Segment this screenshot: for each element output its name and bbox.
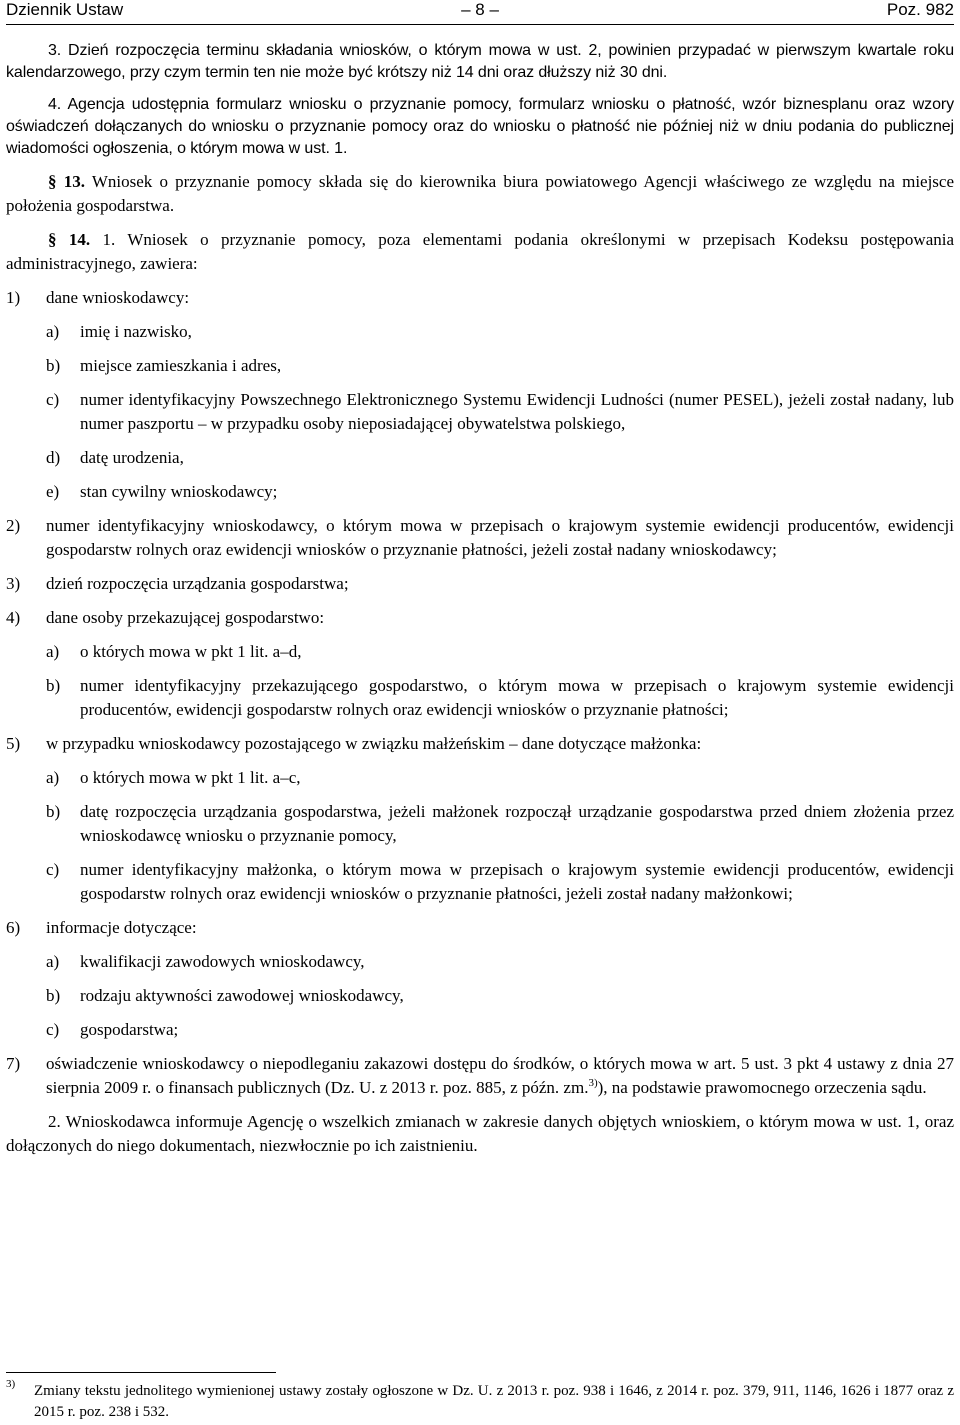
list-label: 6) [6, 918, 21, 937]
footnote-divider [6, 1372, 276, 1373]
journal-title: Dziennik Ustaw [6, 0, 124, 19]
list-label: a) [46, 322, 60, 341]
list-text [46, 1054, 954, 1097]
list-label: a) [46, 642, 60, 661]
list-text: informacje dotyczące: [46, 918, 197, 937]
list-item-4b [6, 674, 954, 722]
footnote-mark: 3) [6, 1378, 16, 1390]
list-item-6c [6, 1018, 954, 1042]
list-text: kwalifikacji zawodowych wnioskodawcy, [80, 952, 365, 971]
list-text: numer identyfikacyjny przekazującego gospodarstwo, o którym mowa w przepisach o krajowym systemie ewidencji producentów, ewidencji gospodarstw rolnych oraz ewidencji wniosków o przyznanie płatności; [80, 676, 954, 719]
list-label: 7) [6, 1054, 21, 1073]
list-label: c) [46, 390, 60, 409]
list-label: b) [46, 802, 61, 821]
list-item-1b [6, 354, 954, 378]
list-text: miejsce zamieszkania i adres, [80, 356, 282, 375]
list-item-1e [6, 480, 954, 504]
position-number: Poz. 982 [886, 0, 954, 19]
list-item-2 [6, 514, 954, 562]
section-13 [6, 170, 954, 218]
list-item-3 [6, 572, 954, 596]
list-label: c) [46, 860, 60, 879]
list-text: dzień rozpoczęcia urządzania gospodarstwa; [46, 574, 349, 593]
section-14-paragraph-2: 2. Wnioskodawca informuje Agencję o wszelkich zmianach w zakresie danych objętych wnioskiem, o którym mowa w ust. 1, oraz dołączonych do niego dokumentach, niezwłocznie po ich zaistnieniu. [6, 1112, 954, 1155]
list-item-5c [6, 858, 954, 906]
list-item-6a [6, 950, 954, 974]
section-13-number: § 13. [48, 172, 85, 191]
page-header [6, 0, 954, 25]
paragraph-3: 3. Dzień rozpoczęcia terminu składania wniosków, o którym mowa w ust. 2, powinien przypadać w pierwszym kwartale roku kalendarzowego, przy czym termin ten nie może być krótszy niż 14 dni oraz dłuższy niż 30 dni. [6, 42, 954, 81]
list-label: b) [46, 986, 61, 1005]
list-item-4 [6, 606, 954, 630]
list-text: numer identyfikacyjny wnioskodawcy, o którym mowa w przepisach o krajowym systemie ewidencji producentów, ewidencji gospodarstw rolnych oraz ewidencji wniosków o przyznanie płatności, jeżeli został nadany wnioskodawcy; [46, 516, 954, 559]
list-text: datę urodzenia, [80, 448, 184, 467]
list-text: gospodarstwa; [80, 1020, 179, 1039]
list-item-5b [6, 800, 954, 848]
footnote-reference[interactable]: 3) [588, 1077, 598, 1089]
list-label: 2) [6, 516, 21, 535]
list-label: 5) [6, 734, 21, 753]
list-text: dane wnioskodawcy: [46, 288, 190, 307]
list-text-part-b: ), na podstawie prawomocnego orzeczenia sądu. [597, 1078, 927, 1097]
list-text: datę rozpoczęcia urządzania gospodarstwa, jeżeli małżonek rozpoczął urządzanie gospodarstwa przed dniem złożenia przez wnioskodawcę wniosku o przyznanie pomocy, [80, 802, 954, 845]
list-text: numer identyfikacyjny Powszechnego Elektronicznego Systemu Ewidencji Ludności (numer PESEL), jeżeli został nadany, lub numer paszportu – w przypadku osoby nieposiadającej obywatelstwa polskiego, [80, 390, 954, 433]
list-label: 1) [6, 288, 21, 307]
list-item-5a [6, 766, 954, 790]
document-body [6, 40, 954, 1158]
list-label: b) [46, 356, 61, 375]
footnote-text: Zmiany tekstu jednolitego wymienionej ustawy zostały ogłoszone w Dz. U. z 2013 r. poz. 938 i 1646, z 2014 r. poz. 379, 911, 1146, 1626 i 1877 oraz z 2015 r. poz. 238 i 532. [34, 1383, 954, 1420]
list-text: imię i nazwisko, [80, 322, 192, 341]
list-text: dane osoby przekazującej gospodarstwo: [46, 608, 325, 627]
list-item-4a [6, 640, 954, 664]
list-label: b) [46, 676, 61, 695]
list-label: c) [46, 1020, 60, 1039]
list-text: numer identyfikacyjny małżonka, o którym mowa w przepisach o krajowym systemie ewidencji producentów, ewidencji gospodarstw rolnych oraz ewidencji wniosków o przyznanie płatności, jeżeli został nadany małżonkowi; [80, 860, 954, 903]
page-number: – 8 – [461, 0, 499, 19]
list-label: 3) [6, 574, 21, 593]
list-item-6b [6, 984, 954, 1008]
section-13-text: Wniosek o przyznanie pomocy składa się do kierownika biura powiatowego Agencji właściwego ze względu na miejsce położenia gospodarstwa. [6, 172, 955, 215]
section-14-text: 1. Wniosek o przyznanie pomocy, poza elementami podania określonymi w przepisach Kodeksu postępowania administracyjnego, zawiera: [6, 230, 955, 273]
list-item-6 [6, 916, 954, 940]
list-label: a) [46, 768, 60, 787]
list-text: o których mowa w pkt 1 lit. a–c, [80, 768, 301, 787]
list-item-1a [6, 320, 954, 344]
list-label: d) [46, 448, 61, 467]
list-label: 4) [6, 608, 21, 627]
list-text: w przypadku wnioskodawcy pozostającego w związku małżeńskim – dane dotyczące małżonka: [46, 734, 702, 753]
list-item-5 [6, 732, 954, 756]
footnotes [6, 1372, 954, 1423]
list-item-1d [6, 446, 954, 470]
list-text-part-a: oświadczenie wnioskodawcy o niepodleganiu zakazowi dostępu do środków, o których mowa w art. 5 ust. 3 pkt 4 ustawy z dnia 27 sierpnia 2009 r. o finansach publicznych (Dz. U. z 2013 r. poz. 885, z późn. zm. [46, 1054, 954, 1097]
list-text: o których mowa w pkt 1 lit. a–d, [80, 642, 302, 661]
section-14-number: § 14. [48, 230, 91, 249]
list-item-7 [6, 1052, 954, 1100]
list-text: rodzaju aktywności zawodowej wnioskodawcy, [80, 986, 404, 1005]
list-label: a) [46, 952, 60, 971]
paragraph-4: 4. Agencja udostępnia formularz wniosku o przyznanie pomocy, formularz wniosku o płatność, wzór biznesplanu oraz wzory oświadczeń dołączanych do wniosku o przyznanie pomocy oraz do wniosku o płatność nie później niż w dniu podania do publicznej wiadomości ogłoszenia, o którym mowa w ust. 1. [6, 96, 954, 157]
list-text: stan cywilny wnioskodawcy; [80, 482, 278, 501]
list-item-1 [6, 286, 954, 310]
footnote-3 [6, 1378, 954, 1423]
list-label: e) [46, 482, 60, 501]
list-item-1c [6, 388, 954, 436]
section-14 [6, 228, 954, 276]
